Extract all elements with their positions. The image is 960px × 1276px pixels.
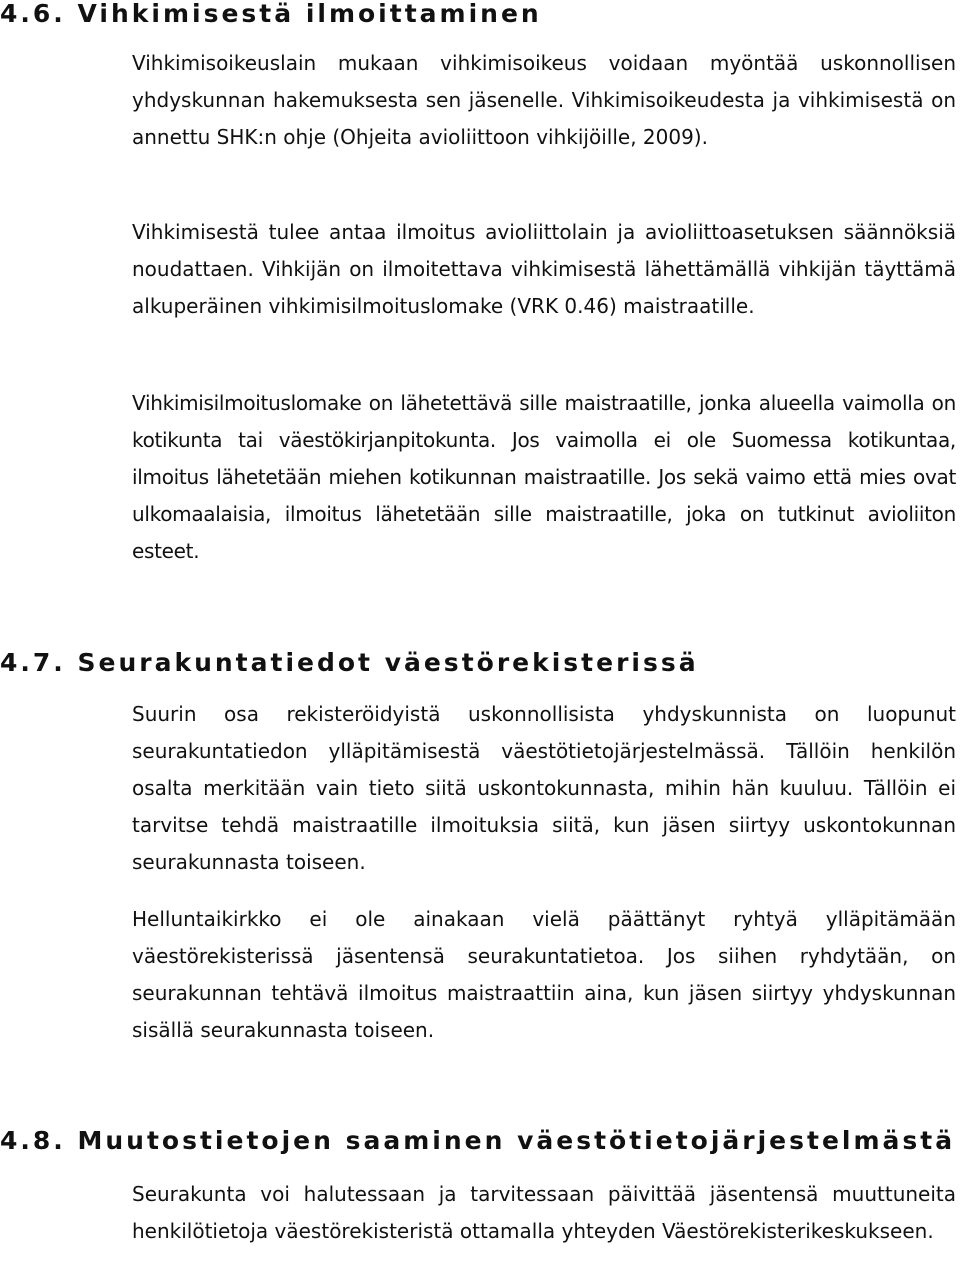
section-heading-4-8: 4.8. Muutostietojen saaminen väestötietojärjestelmästä: [0, 1126, 956, 1155]
paragraph-4-7-2: Helluntaikirkko ei ole ainakaan vielä päättänyt ryhtyä ylläpitämään väestörekisterissä jäsentensä seurakuntatietoa. Jos siihen ryhdytään, on seurakunnan tehtävä ilmoitus maistraattiin aina, kun jäsen siirtyy yhdyskunnan sisällä seurakunnasta toiseen.: [132, 907, 956, 1042]
section-heading-4-6: 4.6. Vihkimisestä ilmoittaminen: [0, 0, 542, 28]
paragraph-4-8-1: Seurakunta voi halutessaan ja tarvitessaan päivittää jäsentensä muuttuneita henkilötietoja väestörekisteristä ottamalla yhteyden Väestörekisterikeskukseen.: [132, 1182, 956, 1243]
paragraph-4-7-1: Suurin osa rekisteröidyistä uskonnollisista yhdyskunnista on luopunut seurakuntatiedon ylläpitämisestä väestötietojärjestelmässä. Tällöin henkilön osalta merkitään vain tieto siitä uskontokunnasta, mihin hän kuuluu. Tällöin ei tarvitse tehdä maistraatille ilmoituksia siitä, kun jäsen siirtyy uskontokunnan seurakunnasta toiseen.: [132, 702, 956, 874]
paragraph-4-6-2: Vihkimisestä tulee antaa ilmoitus avioliittolain ja avioliittoasetuksen säännöksiä noudattaen. Vihkijän on ilmoitettava vihkimisestä lähettämällä vihkijän täyttämä alkuperäinen vihkimisilmoituslomake (VRK 0.46) maistraatille.: [132, 220, 956, 318]
section-heading-4-7: 4.7. Seurakuntatiedot väestörekisterissä: [0, 648, 699, 677]
paragraph-4-6-3: Vihkimisilmoituslomake on lähetettävä sille maistraatille, jonka alueella vaimolla on kotikunta tai väestökirjanpitokunta. Jos vaimolla ei ole Suomessa kotikuntaa, ilmoitus lähetetään miehen kotikunnan maistraatille. Jos sekä vaimo että mies ovat ulkomaalaisia, ilmoitus lähetetään sille maistraatille, joka on tutkinut avioliiton esteet.: [132, 391, 956, 563]
paragraph-4-6-1: Vihkimisoikeuslain mukaan vihkimisoikeus voidaan myöntää uskonnollisen yhdyskunnan hakemuksesta sen jäsenelle. Vihkimisoikeudesta ja vihkimisestä on annettu SHK:n ohje (Ohjeita avioliittoon vihkijöille, 2009).: [132, 51, 956, 149]
